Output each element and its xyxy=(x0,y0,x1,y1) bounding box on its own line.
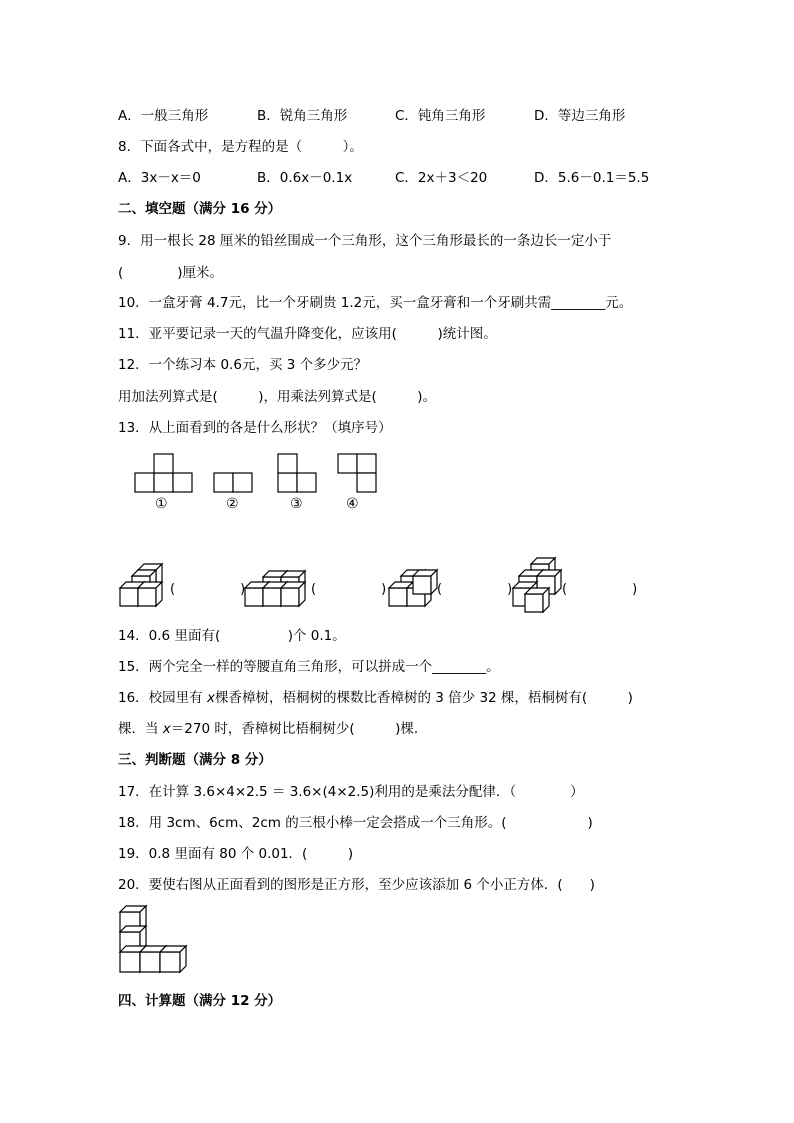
q8-option-d: D．5.6－0.1＝5.5 xyxy=(534,170,650,186)
q16-line2-post: ＝270 时，香樟树比梧桐树少( )棵． xyxy=(170,721,428,737)
q9-line1: 9．用一根长 28 厘米的铅丝围成一个三角形，这个三角形最长的一条边长一定小于 xyxy=(118,233,612,249)
shape-label-3: ③ xyxy=(290,496,303,512)
cube-figure-a xyxy=(120,564,162,606)
shape-4 xyxy=(338,454,376,492)
q8-stem: 8．下面各式中，是方程的是（ ）。 xyxy=(118,139,363,155)
q20-cube-figure xyxy=(115,904,190,974)
section-heading-true-false: 三、判断题（满分 8 分） xyxy=(118,752,272,768)
shape-1 xyxy=(135,454,192,492)
q13-blank-a[interactable]: ( ) xyxy=(170,582,246,597)
q16-line1-post: 棵香樟树，梧桐树的棵数比香樟树的 3 倍少 32 棵，梧桐树有( ) xyxy=(214,690,633,706)
q12-line1: 12．一个练习本 0.6元，买 3 个多少元？ xyxy=(118,357,368,373)
q15: 15．两个完全一样的等腰直角三角形，可以拼成一个________。 xyxy=(118,659,500,675)
q19: 19．0.8 里面有 80 个 0.01．( ) xyxy=(118,846,354,862)
q9-line2: ( )厘米。 xyxy=(118,265,224,281)
q8-option-c: C．2x＋3＜20 xyxy=(395,170,488,186)
q7-option-d: D．等边三角形 xyxy=(534,108,626,124)
q18: 18．用 3cm、6cm、2cm 的三根小棒一定会搭成一个三角形。( ) xyxy=(118,815,593,831)
q14: 14．0.6 里面有( )个 0.1。 xyxy=(118,628,346,644)
q16-var-x: x xyxy=(206,690,215,706)
q13-blank-b[interactable]: ( ) xyxy=(311,582,387,597)
q12-line2: 用加法列算式是( )，用乘法列算式是( )。 xyxy=(118,389,437,405)
q8-option-a: A．3x－x＝0 xyxy=(118,170,201,186)
q10: 10．一盒牙膏 4.7元，比一个牙刷贵 1.2元，买一盒牙膏和一个牙刷共需________元。 xyxy=(118,295,633,311)
q20: 20．要使右图从正面看到的图形是正方形，至少应该添加 6 个小正方体．( ) xyxy=(118,877,595,893)
cube-figure-b xyxy=(245,571,305,606)
q16-var-x-2: x xyxy=(162,721,171,737)
section-heading-fill-in: 二、填空题（满分 16 分） xyxy=(118,201,282,217)
q16-line2-pre: 棵．当 xyxy=(118,721,163,737)
cube-figure-c xyxy=(389,570,437,606)
q17: 17．在计算 3.6×4×2.5 ＝ 3.6×(4×2.5)利用的是乘法分配律．（ ） xyxy=(118,784,584,800)
q11: 11．亚平要记录一天的气温升降变化，应该用( )统计图。 xyxy=(118,326,497,342)
q7-option-b: B．锐角三角形 xyxy=(257,108,348,124)
q7-option-a: A．一般三角形 xyxy=(118,108,209,124)
q16-line1 xyxy=(118,686,633,706)
q16-line1-pre: 16．校园里有 xyxy=(118,690,207,706)
cube-figure-d xyxy=(513,558,561,612)
q8-option-b: B．0.6x－0.1x xyxy=(257,170,353,186)
shape-label-1: ① xyxy=(155,496,168,512)
shape-3 xyxy=(278,454,316,492)
shape-2 xyxy=(214,473,252,492)
q13-stem: 13．从上面看到的各是什么形状？（填序号） xyxy=(118,420,392,436)
section-heading-calculation: 四、计算题（满分 12 分） xyxy=(118,993,282,1009)
shape-label-2: ② xyxy=(226,496,239,512)
q13-top-view-shapes xyxy=(128,450,398,500)
q13-blank-c[interactable]: ( ) xyxy=(437,582,513,597)
q7-option-c: C．钝角三角形 xyxy=(395,108,486,124)
q16-line2 xyxy=(118,717,427,737)
q13-blank-d[interactable]: ( ) xyxy=(562,582,638,597)
shape-label-4: ④ xyxy=(346,496,359,512)
